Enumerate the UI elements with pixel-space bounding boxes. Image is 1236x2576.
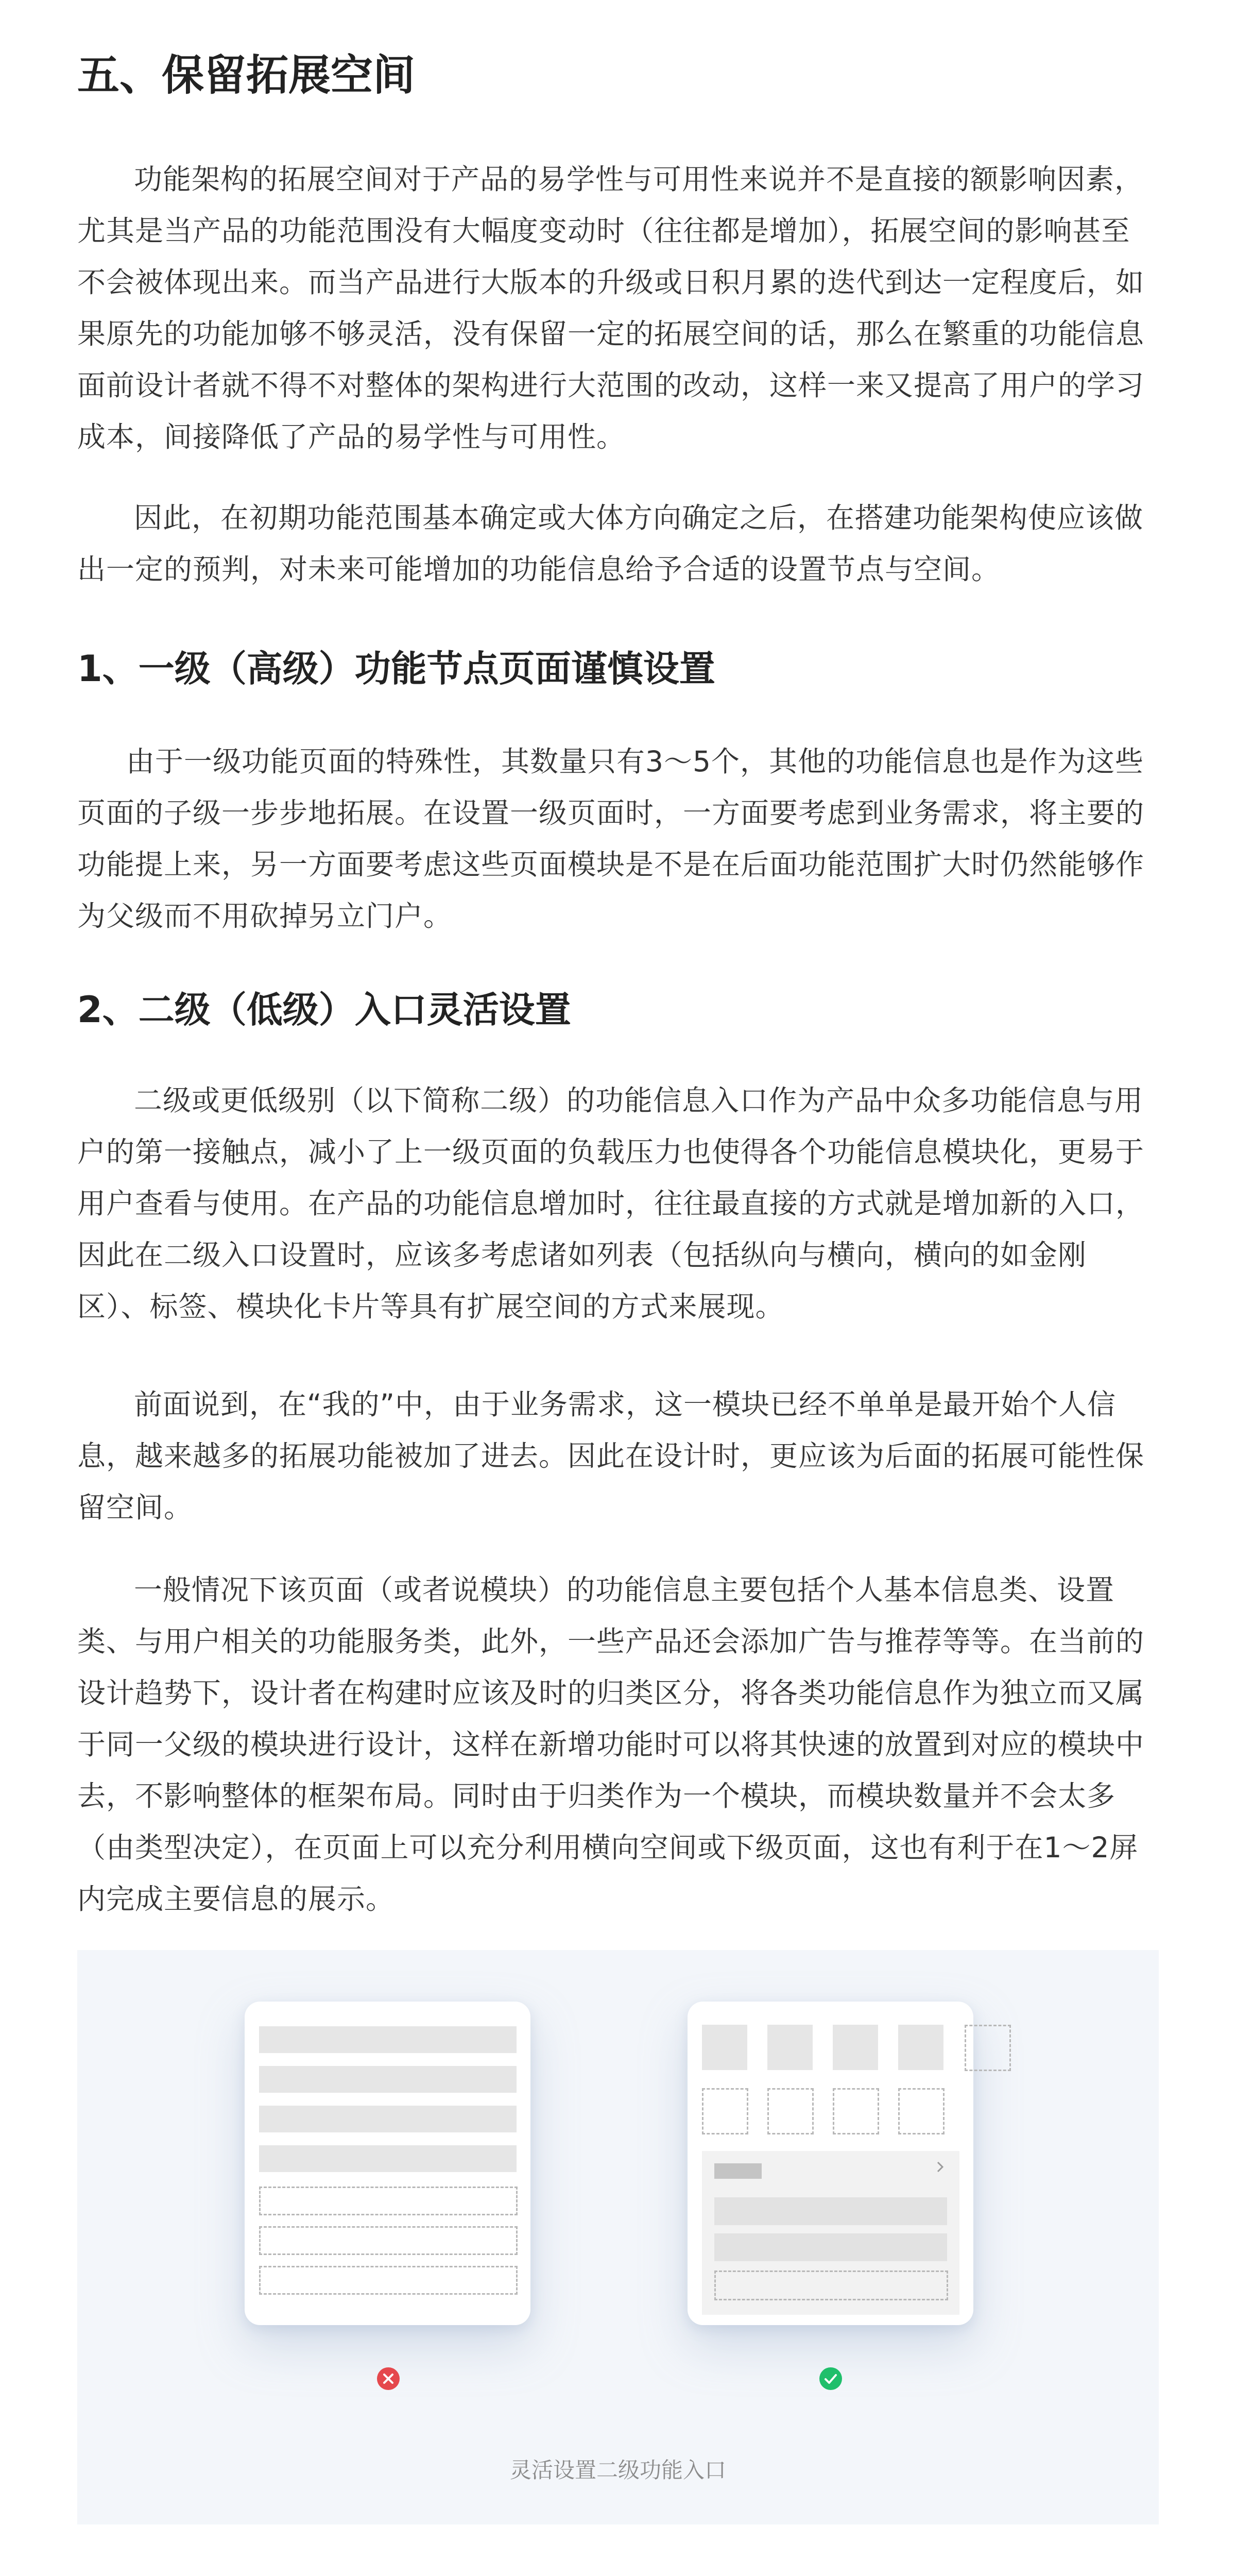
intro-paragraph-2: 因此，在初期功能范围基本确定或大体方向确定之后，在搭建功能架构使应该做出一定的预判，对未来可能增加的功能信息给予合适的设置节点与空间。 [77, 501, 1144, 586]
placeholder-extra-card-row [714, 2270, 948, 2300]
placeholder-extra-tile [767, 2088, 814, 2134]
placeholder-card-row [714, 2233, 947, 2261]
placeholder-grid-tile [702, 2025, 747, 2070]
section-1-heading: 1、一级（高级）功能节点页面谨慎设置 [77, 648, 715, 690]
placeholder-extra-tile [965, 2025, 1011, 2071]
section-2-heading: 2、二级（低级）入口灵活设置 [77, 989, 571, 1031]
section-2-paragraph-2: 前面说到，在“我的”中，由于业务需求，这一模块已经不单单是最开始个人信息，越来越多的拓展功能被加了进去。因此在设计时，更应该为后面的拓展可能性保留空间。 [77, 1388, 1145, 1524]
placeholder-extra-tile [702, 2088, 748, 2134]
placeholder-extra-row [259, 2266, 518, 2295]
success-check-icon [818, 2366, 843, 2391]
placeholder-grid-tile [833, 2025, 878, 2070]
placeholder-extra-tile [898, 2088, 945, 2134]
phone-mockup-rigid [245, 2002, 530, 2325]
placeholder-extra-row [259, 2226, 518, 2255]
placeholder-list-row [259, 2066, 517, 2093]
page-title: 五、保留拓展空间 [77, 51, 416, 100]
placeholder-list-row [259, 2026, 517, 2053]
placeholder-list-row [259, 2145, 517, 2172]
section-2-paragraph-1: 二级或更低级别（以下简称二级）的功能信息入口作为产品中众多功能信息与用户的第一接触点，减小了上一级页面的负载压力也使得各个功能信息模块化，更易于用户查看与使用。在产品的功能信息增加时，往往最直接的方式就是增加新的入口，因此在二级入口设置时，应该多考虑诸如列表（包括纵向与横向，横向的如金刚区）、标签、模块化卡片等具有扩展空间的方式来展现。 [77, 1084, 1145, 1323]
placeholder-card-row [714, 2197, 947, 2225]
phone-mockup-flexible [688, 2002, 973, 2325]
illustration-figure [77, 1950, 1159, 2524]
placeholder-module-card [702, 2151, 959, 2315]
figure-caption: 灵活设置二级功能入口 [509, 2458, 726, 2483]
error-x-icon [376, 2366, 401, 2391]
placeholder-list-row [259, 2106, 517, 2132]
section-1-paragraph: 由于一级功能页面的特殊性，其数量只有3～5个，其他的功能信息也是作为这些页面的子级一步步地拓展。在设置一级页面时，一方面要考虑到业务需求，将主要的功能提上来，另一方面要考虑这些页面模块是不是在后面功能范围扩大时仍然能够作为父级而不用砍掉另立门户。 [77, 745, 1145, 933]
placeholder-card-title [714, 2163, 762, 2179]
intro-paragraph-1: 功能架构的拓展空间对于产品的易学性与可用性来说并不是直接的额影响因素，尤其是当产品的功能范围没有大幅度变动时（往往都是增加），拓展空间的影响甚至不会被体现出来。而当产品进行大版本的升级或日积月累的迭代到达一定程度后，如果原先的功能加够不够灵活，没有保留一定的拓展空间的话，那么在繁重的功能信息面前设计者就不得不对整体的架构进行大范围的改动，这样一来又提高了用户的学习成本，间接降低了产品的易学性与可用性。 [77, 163, 1145, 453]
placeholder-grid-tile [767, 2025, 813, 2070]
placeholder-extra-row [259, 2187, 518, 2215]
section-2-paragraph-3: 一般情况下该页面（或者说模块）的功能信息主要包括个人基本信息类、设置类、与用户相关的功能服务类，此外，一些产品还会添加广告与推荐等等。在当前的设计趋势下，设计者在构建时应该及时的归类区分，将各类功能信息作为独立而又属于同一父级的模块进行设计，这样在新增功能时可以将其快速的放置到对应的模块中去，不影响整体的框架布局。同时由于归类作为一个模块，而模块数量并不会太多（由类型决定），在页面上可以充分利用横向空间或下级页面，这也有利于在1～2屏内完成主要信息的展示。 [77, 1573, 1145, 1916]
placeholder-extra-tile [833, 2088, 879, 2134]
chevron-right-icon [935, 2161, 946, 2173]
placeholder-grid-tile [898, 2025, 943, 2070]
